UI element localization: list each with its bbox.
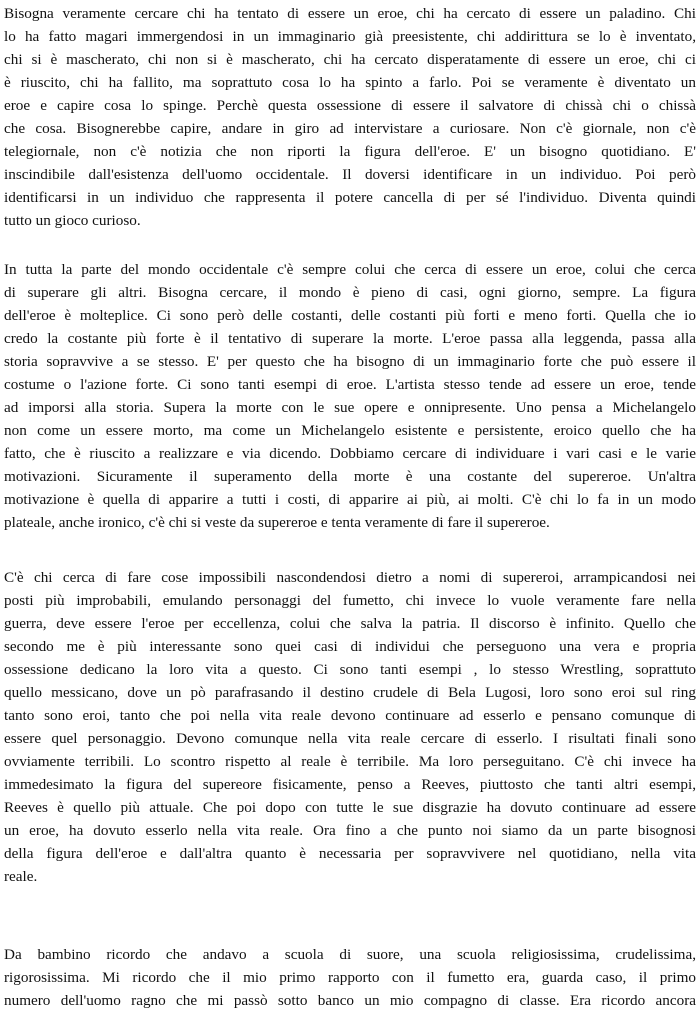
text-line: eroe e capire cosa lo spinge. Perchè questa ossessione di essere il salvatore di chissà chi o chissà: [4, 97, 696, 114]
text-line: ossessione dedicano la loro vita a questo. Ci sono tanti esempi , lo stesso Wrestling, soprattuto: [4, 661, 696, 678]
text-line: di superare gli altri. Bisogna cercare, il mondo è pieno di casi, ogni giorno, sempre. La figura: [4, 284, 696, 301]
text-line: chi si è mascherato, chi non si è mascherato, chi ha cercato disperatamente di essere un eroe, chi ci: [4, 51, 696, 68]
text-line: fatto, che è riuscito a realizzare e via dicendo. Dobbiamo cercare di individuare i vari casi e le varie: [4, 445, 696, 462]
paragraph-1: [4, 2, 696, 232]
text-line: numero dell'uomo ragno che mi passò sotto banco un mio compagno di classe. Era ricordo ancora: [4, 992, 696, 1009]
text-line: costume o l'azione forte. Ci sono tanti esempi di eroe. L'artista stesso tende ad essere un eroe, tende: [4, 376, 696, 393]
paragraph-2: [4, 258, 696, 534]
text-line: In tutta la parte del mondo occidentale c'è sempre colui che cerca di essere un eroe, colui che cerca: [4, 261, 696, 278]
text-line: motivazione è quella di apparire a tutti i costi, di apparire ai più, ai molti. C'è chi lo fa in un modo: [4, 491, 696, 508]
text-line: inscindibile dall'esistenza dell'uomo occidentale. Il doversi identificare in un individuo. Poi però: [4, 166, 696, 183]
text-line: ad imporsi alla storia. Supera la morte con le sue opere e onnipresente. Uno pensa a Michelangelo: [4, 399, 696, 416]
text-line: Da bambino ricordo che andavo a scuola di suore, una scuola religiosissima, crudelissima,: [4, 946, 696, 963]
text-line: lo ha fatto magari immergendosi in un immaginario già preesistente, chi addirittura se lo è inventato,: [4, 28, 696, 45]
paragraph-4: [4, 943, 696, 1012]
text-line: rigorosissima. Mi ricordo che il mio primo rapporto con il fumetto era, guarda caso, il primo: [4, 969, 696, 986]
paragraph-3: [4, 566, 696, 888]
text-line: motivazioni. Sicuramente il superamento della morte è una costante del supereroe. Un'altra: [4, 468, 696, 485]
text-line: tanto sono eroi, tanto che poi nella vita reale devono continuare ad esserlo e pensano comunque di: [4, 707, 696, 724]
text-line: reale.: [4, 868, 38, 885]
text-line: quello messicano, dove un pò parafrasando il destino crudele di Bela Lugosi, loro sono eroi sul ring: [4, 684, 696, 701]
text-line: credo la costante più forte è il tentativo di superare la morte. L'eroe passa alla leggenda, passa alla: [4, 330, 696, 347]
text-line: telegiornale, non c'è notizia che non riporti la figura dell'eroe. E' un bisogno quotidiano. E': [4, 143, 696, 160]
text-line: tutto un gioco curioso.: [4, 212, 141, 229]
text-line: ovviamente terribili. Lo scontro rispetto al reale è terribile. Ma loro perseguitano. C'è chi invece ha: [4, 753, 696, 770]
text-line: immedesimato la figura del supereore fisicamente, penso a Reeves, piuttosto che tanti altri esempi,: [4, 776, 696, 793]
text-line: C'è chi cerca di fare cose impossibili nascondendosi dietro a nomi di supereroi, arrampicandosi nei: [4, 569, 696, 586]
text-line: storia sopravvive a se stesso. E' per questo che ha bisogno di un immaginario forte che può essere il: [4, 353, 696, 370]
text-line: dell'eroe è molteplice. Ci sono però delle costanti, delle costanti più forti e meno forti. Quella che io: [4, 307, 696, 324]
text-line: è riuscito, chi ha fallito, ma soprattuto cosa lo ha spinto a farlo. Poi se veramente è diventato un: [4, 74, 696, 91]
text-line: plateale, anche ironico, c'è chi si veste da supereroe e tenta veramente di fare il supereroe.: [4, 514, 550, 531]
text-line: essere quel personaggio. Devono comunque nella vita reale cercare di esserlo. I risultati finali sono: [4, 730, 696, 747]
text-line: secondo me è più interessante sono quei casi di individui che perseguono una vera e propria: [4, 638, 696, 655]
text-line: un eroe, ha dovuto esserlo nella vita reale. Ora fino a che punto noi siamo da un parte bisognosi: [4, 822, 696, 839]
text-line: Reeves è quello più attuale. Che poi dopo con tutte le sue disgrazie ha dovuto continuare ad essere: [4, 799, 696, 816]
text-line: che cosa. Bisognerebbe capire, andare in giro ad intervistare a curiosare. Non c'è giornale, non c'è: [4, 120, 696, 137]
text-line: Bisogna veramente cercare chi ha tentato di essere un eroe, chi ha cercato di essere un paladino. Chi: [4, 5, 696, 22]
text-line: posti più improbabili, emulando personaggi del fumetto, chi invece lo vuole veramente fare nella: [4, 592, 696, 609]
text-line: non come un essere morto, ma come un Michelangelo esistente e persistente, eroico quello che ha: [4, 422, 696, 439]
text-line: identificarsi in un individuo che rappresenta il potere cancella di per sé l'individuo. Diventa quindi: [4, 189, 696, 206]
text-line: della figura dell'eroe e dall'altra quanto è necessaria per sopravvivere nel quotidiano, nella vita: [4, 845, 696, 862]
text-line: guerra, deve essere l'eroe per eccellenza, colui che salva la patria. Il discorso è infinito. Quello che: [4, 615, 696, 632]
